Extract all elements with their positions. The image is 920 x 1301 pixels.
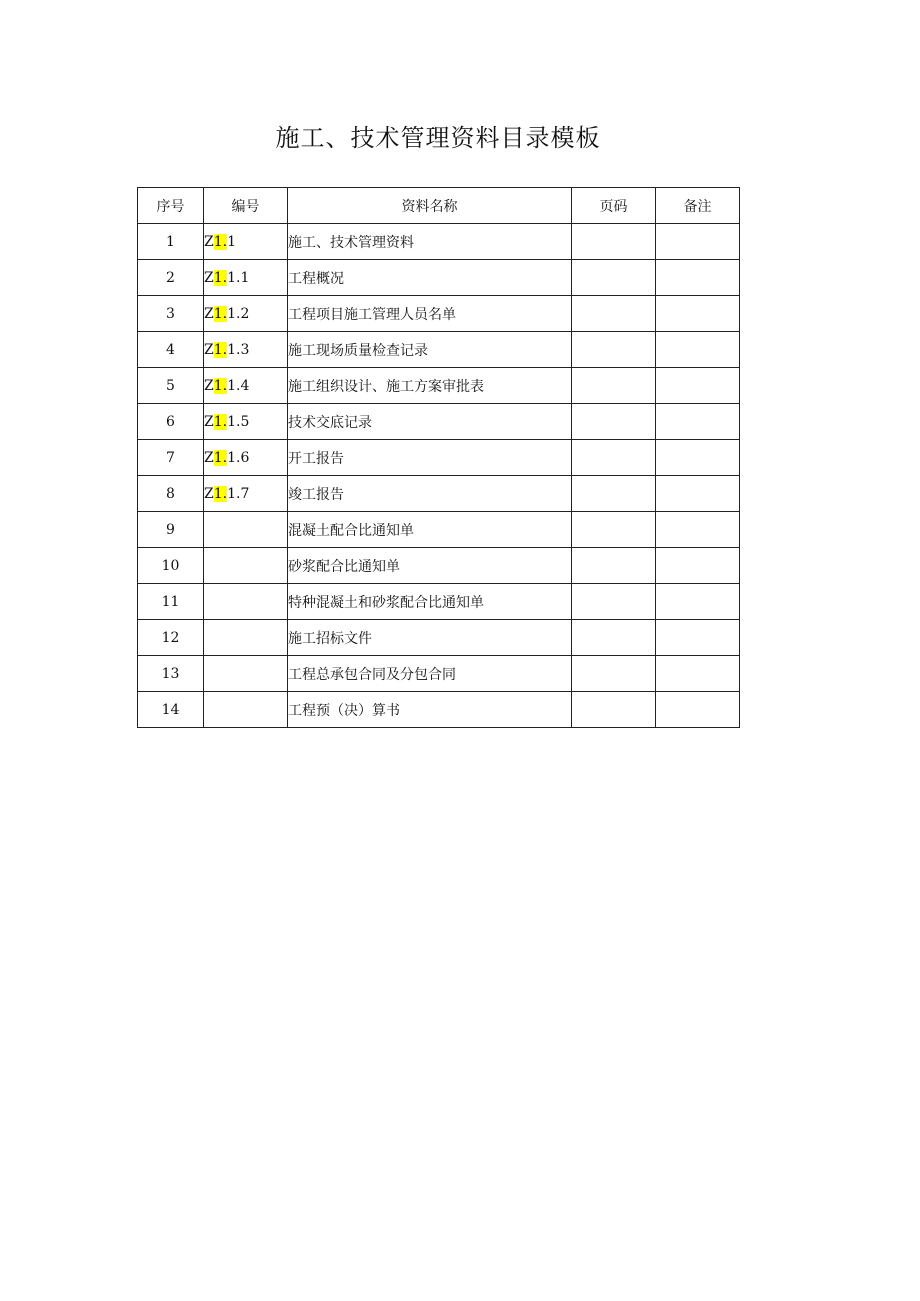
code-suffix: 1.2 xyxy=(227,305,250,322)
row-code xyxy=(204,512,288,548)
row-document-name: 工程预（决）算书 xyxy=(288,692,572,728)
document-title: 施工、技术管理资料目录模板 xyxy=(275,124,601,152)
row-seq: 12 xyxy=(138,620,204,656)
row-note xyxy=(656,368,740,404)
table-row xyxy=(138,440,740,476)
row-page xyxy=(572,404,656,440)
table-row xyxy=(138,656,740,692)
row-code xyxy=(204,584,288,620)
row-code xyxy=(204,656,288,692)
code-highlight: 1. xyxy=(213,305,228,322)
row-note xyxy=(656,404,740,440)
row-code xyxy=(204,692,288,728)
row-code xyxy=(204,440,288,476)
row-note xyxy=(656,548,740,584)
code-prefix: Z xyxy=(204,269,214,286)
row-note xyxy=(656,296,740,332)
row-note xyxy=(656,476,740,512)
code-highlight: 1. xyxy=(213,485,228,502)
row-page xyxy=(572,440,656,476)
row-page xyxy=(572,224,656,260)
catalog-table xyxy=(137,187,740,728)
code-highlight: 1. xyxy=(213,233,228,250)
table-row xyxy=(138,296,740,332)
row-note xyxy=(656,332,740,368)
row-code xyxy=(204,224,288,260)
row-document-name: 工程项目施工管理人员名单 xyxy=(288,296,572,332)
code-highlight: 1. xyxy=(213,413,228,430)
row-seq: 10 xyxy=(138,548,204,584)
table-row xyxy=(138,368,740,404)
row-document-name: 混凝土配合比通知单 xyxy=(288,512,572,548)
table-row xyxy=(138,584,740,620)
row-document-name: 施工组织设计、施工方案审批表 xyxy=(288,368,572,404)
row-code xyxy=(204,404,288,440)
row-page xyxy=(572,548,656,584)
header-page: 页码 xyxy=(572,188,656,224)
code-suffix: 1.6 xyxy=(227,449,250,466)
row-seq: 3 xyxy=(138,296,204,332)
header-code: 编号 xyxy=(204,188,288,224)
row-note xyxy=(656,440,740,476)
table-row xyxy=(138,476,740,512)
header-note: 备注 xyxy=(656,188,740,224)
row-code xyxy=(204,368,288,404)
row-document-name: 工程概况 xyxy=(288,260,572,296)
code-suffix: 1.5 xyxy=(227,413,250,430)
header-name: 资料名称 xyxy=(288,188,572,224)
row-code xyxy=(204,296,288,332)
row-code xyxy=(204,260,288,296)
row-note xyxy=(656,512,740,548)
row-seq: 13 xyxy=(138,656,204,692)
row-page xyxy=(572,584,656,620)
code-prefix: Z xyxy=(204,449,214,466)
row-code xyxy=(204,476,288,512)
row-seq: 4 xyxy=(138,332,204,368)
row-seq: 2 xyxy=(138,260,204,296)
row-note xyxy=(656,224,740,260)
table-row xyxy=(138,620,740,656)
row-code xyxy=(204,332,288,368)
row-note xyxy=(656,260,740,296)
row-seq: 6 xyxy=(138,404,204,440)
row-page xyxy=(572,692,656,728)
code-prefix: Z xyxy=(204,233,214,250)
header-seq: 序号 xyxy=(138,188,204,224)
row-code xyxy=(204,620,288,656)
row-seq: 14 xyxy=(138,692,204,728)
row-seq: 5 xyxy=(138,368,204,404)
code-suffix: 1 xyxy=(227,233,237,250)
row-seq: 11 xyxy=(138,584,204,620)
code-suffix: 1.4 xyxy=(227,377,250,394)
code-prefix: Z xyxy=(204,485,214,502)
row-document-name: 技术交底记录 xyxy=(288,404,572,440)
table-row xyxy=(138,548,740,584)
row-seq: 9 xyxy=(138,512,204,548)
row-page xyxy=(572,296,656,332)
table-row xyxy=(138,404,740,440)
code-suffix: 1.7 xyxy=(227,485,250,502)
row-seq: 1 xyxy=(138,224,204,260)
code-prefix: Z xyxy=(204,413,214,430)
table-row xyxy=(138,260,740,296)
row-page xyxy=(572,512,656,548)
code-highlight: 1. xyxy=(213,449,228,466)
table-row xyxy=(138,224,740,260)
row-note xyxy=(656,692,740,728)
row-document-name: 开工报告 xyxy=(288,440,572,476)
table-row xyxy=(138,692,740,728)
code-prefix: Z xyxy=(204,305,214,322)
code-prefix: Z xyxy=(204,377,214,394)
row-document-name: 砂浆配合比通知单 xyxy=(288,548,572,584)
code-suffix: 1.1 xyxy=(227,269,250,286)
row-code xyxy=(204,548,288,584)
table-row xyxy=(138,332,740,368)
row-seq: 8 xyxy=(138,476,204,512)
row-document-name: 特种混凝土和砂浆配合比通知单 xyxy=(288,584,572,620)
row-note xyxy=(656,584,740,620)
code-highlight: 1. xyxy=(213,377,228,394)
row-page xyxy=(572,620,656,656)
row-seq: 7 xyxy=(138,440,204,476)
table-row xyxy=(138,512,740,548)
row-note xyxy=(656,620,740,656)
code-suffix: 1.3 xyxy=(227,341,250,358)
row-document-name: 施工现场质量检查记录 xyxy=(288,332,572,368)
row-page xyxy=(572,656,656,692)
table-body xyxy=(138,224,740,728)
row-document-name: 施工招标文件 xyxy=(288,620,572,656)
table-header-row xyxy=(138,188,740,224)
row-document-name: 竣工报告 xyxy=(288,476,572,512)
code-prefix: Z xyxy=(204,341,214,358)
row-note xyxy=(656,656,740,692)
row-document-name: 施工、技术管理资料 xyxy=(288,224,572,260)
row-page xyxy=(572,260,656,296)
row-page xyxy=(572,332,656,368)
row-page xyxy=(572,368,656,404)
code-highlight: 1. xyxy=(213,341,228,358)
row-document-name: 工程总承包合同及分包合同 xyxy=(288,656,572,692)
code-highlight: 1. xyxy=(213,269,228,286)
row-page xyxy=(572,476,656,512)
